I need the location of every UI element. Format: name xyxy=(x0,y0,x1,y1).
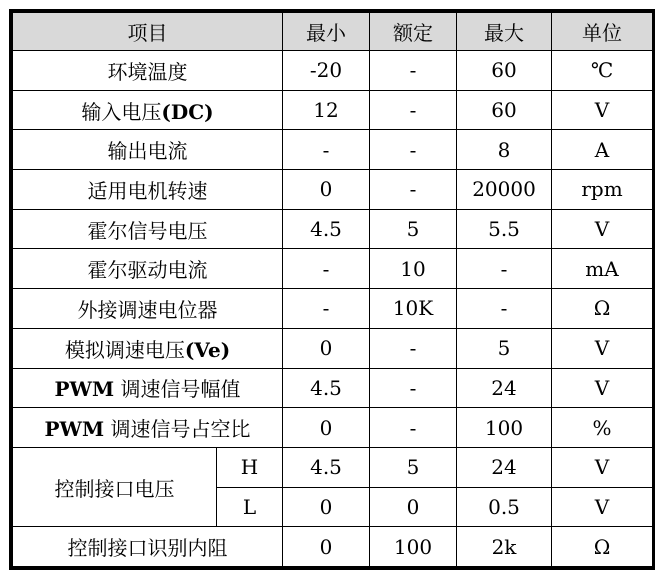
row-unit: A xyxy=(552,130,653,170)
table-row xyxy=(13,527,653,567)
row-rated: 10 xyxy=(370,249,457,289)
row-unit: mA xyxy=(552,249,653,289)
row-max: 24 xyxy=(457,368,552,408)
item-label: 外接调速电位器 xyxy=(77,297,218,322)
header-max: 最大 xyxy=(457,13,552,51)
table-row xyxy=(13,130,653,170)
item-prefix: PWM xyxy=(54,377,115,402)
row-unit: ℃ xyxy=(552,51,653,91)
table-row xyxy=(13,328,653,368)
row-min: 4.5 xyxy=(283,447,370,487)
table-row xyxy=(13,51,653,91)
header-min: 最小 xyxy=(283,13,370,51)
row-min: - xyxy=(283,249,370,289)
row-unit: V xyxy=(552,447,653,487)
row-item xyxy=(13,209,283,249)
row-min: 4.5 xyxy=(283,209,370,249)
table-row xyxy=(13,90,653,130)
table-row xyxy=(13,447,653,487)
row-min: 4.5 xyxy=(283,368,370,408)
row-rated: - xyxy=(370,130,457,170)
row-max: 2k xyxy=(457,527,552,567)
row-rated: - xyxy=(370,170,457,210)
row-unit: Ω xyxy=(552,289,653,329)
row-rated: - xyxy=(370,328,457,368)
table-row xyxy=(13,289,653,329)
row-unit: % xyxy=(552,408,653,448)
row-unit: V xyxy=(552,209,653,249)
row-item xyxy=(13,170,283,210)
row-item xyxy=(13,90,283,130)
item-label: 适用电机转速 xyxy=(87,178,208,203)
row-max: 5 xyxy=(457,328,552,368)
header-item: 项目 xyxy=(13,13,283,51)
row-rated: - xyxy=(370,368,457,408)
row-min: -20 xyxy=(283,51,370,91)
row-unit: V xyxy=(552,90,653,130)
row-unit: V xyxy=(552,328,653,368)
row-rated: 5 xyxy=(370,447,457,487)
row-item xyxy=(13,289,283,329)
item-label: 环境温度 xyxy=(107,59,188,84)
row-max: 60 xyxy=(457,51,552,91)
row-min: - xyxy=(283,289,370,329)
table-row xyxy=(13,209,653,249)
row-max: 8 xyxy=(457,130,552,170)
row-rated: 100 xyxy=(370,527,457,567)
row-rated: 5 xyxy=(370,209,457,249)
row-min: 0 xyxy=(283,170,370,210)
row-level-h: H xyxy=(217,447,283,487)
row-min: 0 xyxy=(283,408,370,448)
header-unit: 单位 xyxy=(552,13,653,51)
row-max: 20000 xyxy=(457,170,552,210)
row-min: 0 xyxy=(283,527,370,567)
row-item: 控制接口识别内阻 xyxy=(13,527,283,567)
row-max: 24 xyxy=(457,447,552,487)
item-prefix: PWM xyxy=(44,417,105,442)
row-unit: Ω xyxy=(552,527,653,567)
item-label: 输出电流 xyxy=(107,139,188,164)
item-label: 调速信号占空比 xyxy=(104,417,251,442)
row-level-l: L xyxy=(217,487,283,527)
row-unit: V xyxy=(552,368,653,408)
item-label: 霍尔信号电压 xyxy=(87,218,208,243)
header-rated: 额定 xyxy=(370,13,457,51)
row-unit: V xyxy=(552,487,653,527)
table-row xyxy=(13,408,653,448)
table-row xyxy=(13,368,653,408)
row-max: - xyxy=(457,289,552,329)
table-row xyxy=(13,170,653,210)
row-rated: 0 xyxy=(370,487,457,527)
row-max: 0.5 xyxy=(457,487,552,527)
item-label: 霍尔驱动电流 xyxy=(87,258,208,283)
row-item xyxy=(13,249,283,289)
header-row xyxy=(13,13,653,51)
row-unit: rpm xyxy=(552,170,653,210)
item-label: 调速信号幅值 xyxy=(114,377,241,402)
item-label: 输入电压 xyxy=(81,99,162,124)
item-label: 模拟调速电压 xyxy=(64,337,185,362)
row-rated: - xyxy=(370,51,457,91)
row-item xyxy=(13,328,283,368)
row-item xyxy=(13,408,283,448)
row-item xyxy=(13,51,283,91)
row-rated: 10K xyxy=(370,289,457,329)
row-rated: - xyxy=(370,408,457,448)
item-suffix: (DC) xyxy=(161,99,214,124)
row-max: 100 xyxy=(457,408,552,448)
row-rated: - xyxy=(370,90,457,130)
row-min: 0 xyxy=(283,328,370,368)
row-item xyxy=(13,130,283,170)
row-min: 0 xyxy=(283,487,370,527)
spec-table xyxy=(12,12,653,567)
item-suffix: (Ve) xyxy=(184,337,231,362)
row-item: 控制接口电压 xyxy=(13,447,217,526)
row-min: 12 xyxy=(283,90,370,130)
row-max: 5.5 xyxy=(457,209,552,249)
row-min: - xyxy=(283,130,370,170)
table-row xyxy=(13,249,653,289)
row-max: - xyxy=(457,249,552,289)
row-max: 60 xyxy=(457,90,552,130)
row-item xyxy=(13,368,283,408)
